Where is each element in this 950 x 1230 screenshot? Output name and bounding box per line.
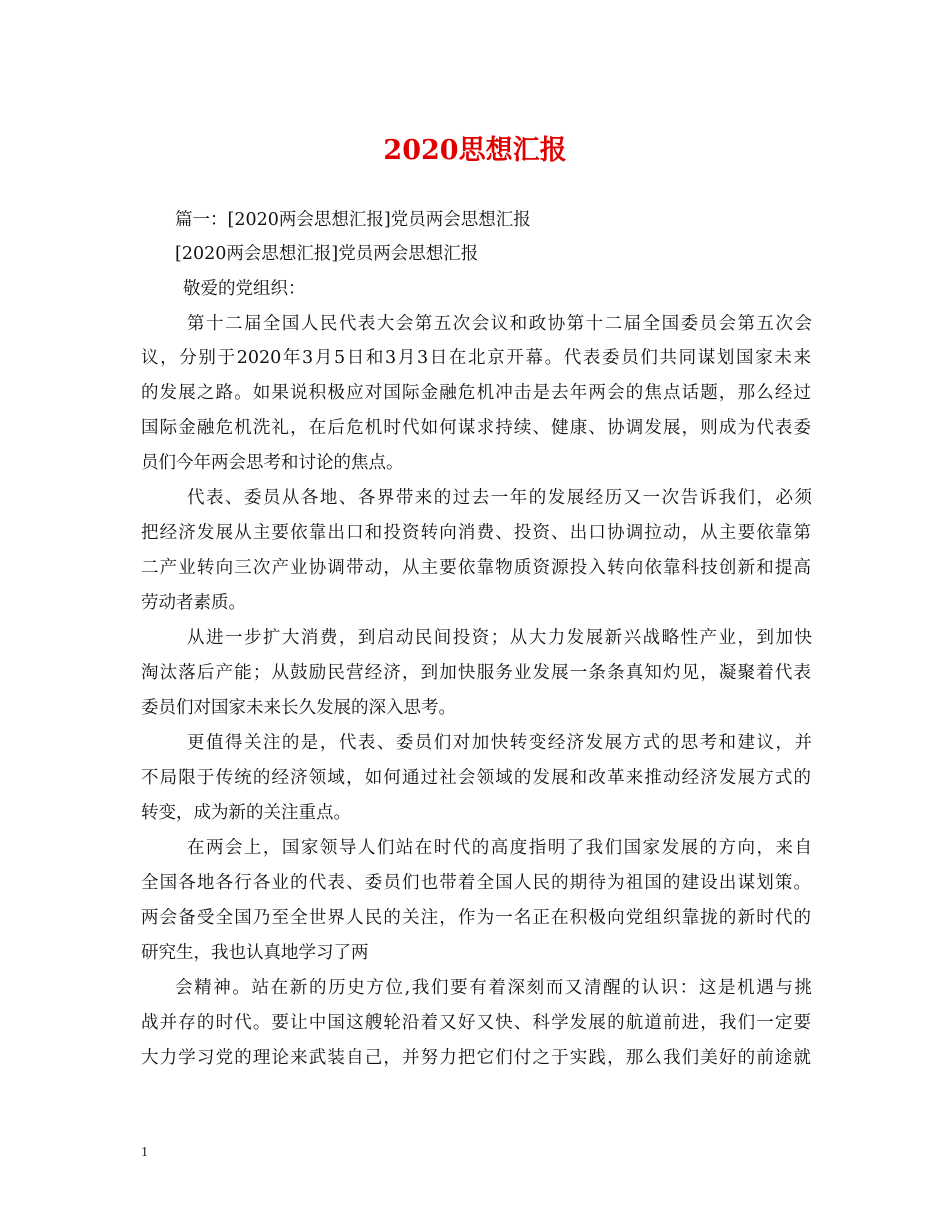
document-line: 的发展之路。如果说积极应对国际金融危机冲击是去年两会的焦点话题，那么经过 [141, 383, 811, 403]
document-line: 劳动者素质。 [141, 593, 246, 613]
document-line: 议，分别于2020年3月5日和3月3日在北京开幕。代表委员们共同谋划国家未来 [141, 348, 811, 368]
document-line: 全国各地各行各业的代表、委员们也带着全国人民的期待为祖国的建设出谋划策。 [141, 873, 811, 893]
page-number: 1 [141, 1145, 148, 1160]
document-line: 敬爱的党组织： [183, 279, 306, 299]
document-line: 大力学习党的理论来武装自己，并努力把它们付之于实践，那么我们美好的前途就 [141, 1048, 811, 1068]
document-line: 员们今年两会思考和讨论的焦点。 [141, 453, 404, 473]
document-line: 转变，成为新的关注重点。 [141, 803, 351, 823]
document-line: 从进一步扩大消费，到启动民间投资；从大力发展新兴战略性产业，到加快 [187, 628, 812, 648]
document-line: 淘汰落后产能；从鼓励民营经济，到加快服务业发展一条条真知灼见，凝聚着代表 [141, 663, 811, 683]
document-line: 更值得关注的是，代表、委员们对加快转变经济发展方式的思考和建议，并 [187, 733, 812, 753]
document-line: 不局限于传统的经济领域，如何通过社会领域的发展和改革来推动经济发展方式的 [141, 768, 811, 788]
document-line: 研究生，我也认真地学习了两 [141, 943, 369, 963]
document-line: 二产业转向三次产业协调带动，从主要依靠物质资源投入转向依靠科技创新和提高 [141, 558, 811, 578]
document-line: 把经济发展从主要依靠出口和投资转向消费、投资、出口协调拉动，从主要依靠第 [141, 523, 811, 543]
document-line: [2020两会思想汇报]党员两会思想汇报 [175, 244, 479, 264]
document-line: 在两会上，国家领导人们站在时代的高度指明了我们国家发展的方向，来自 [187, 838, 812, 858]
document-line: 战并存的时代。要让中国这艘轮沿着又好又快、科学发展的航道前进，我们一定要 [141, 1013, 811, 1033]
document-line: 两会备受全国乃至全世界人民的关注，作为一名正在积极向党组织靠拢的新时代的 [141, 908, 811, 928]
document-line: 会精神。站在新的历史方位,我们要有着深刻而又清醒的认识：这是机遇与挑 [175, 978, 812, 998]
document-title: 2020思想汇报 [383, 135, 567, 166]
document-line: 篇一：[2020两会思想汇报]党员两会思想汇报 [175, 210, 531, 230]
document-line: 国际金融危机洗礼，在后危机时代如何谋求持续、健康、协调发展，则成为代表委 [141, 418, 811, 438]
document-line: 第十二届全国人民代表大会第五次会议和政协第十二届全国委员会第五次会 [187, 314, 812, 334]
document-line: 代表、委员从各地、各界带来的过去一年的发展经历又一次告诉我们，必须 [187, 488, 812, 508]
document-line: 委员们对国家未来长久发展的深入思考。 [141, 698, 456, 718]
